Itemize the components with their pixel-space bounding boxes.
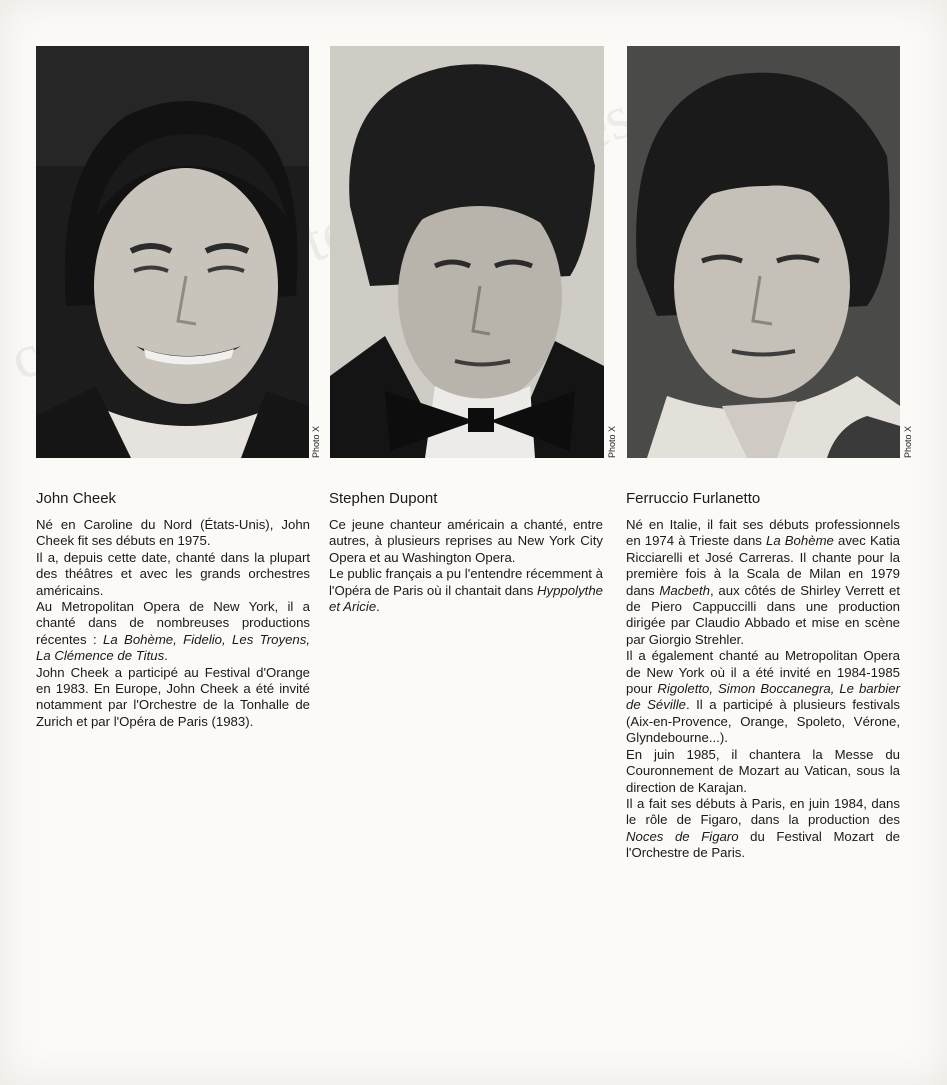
bio-paragraph — [36, 517, 310, 550]
text-run: John Cheek a participé au Festival d'Orange en 1983. En Europe, John Cheek a été invité notamment par l'Orchestre de la Tonhalle de Zurich et par l'Opéra de Paris (1983). — [36, 664, 310, 729]
portrait-ferruccio-furlanetto-image — [627, 46, 900, 458]
photo-credit-1: Photo X — [311, 425, 321, 458]
text-run: Ce jeune chanteur américain a chanté, entre autres, à plusieurs reprises au New York City Opera et au Washington Opera. — [329, 517, 603, 565]
text-run: du Festival Mozart de l'Orchestre de Paris. — [626, 828, 900, 861]
bio-paragraph — [626, 517, 900, 648]
text-run: avec Katia Ricciarelli et José Carreras. Il chante pour la première fois à la Scala de Milan en 1979 dans — [626, 533, 900, 598]
text-run: Né en Caroline du Nord (États-Unis), John Cheek fit ses débuts en 1975. — [36, 517, 310, 549]
bio-paragraph — [329, 566, 603, 615]
bio-paragraph — [36, 599, 310, 665]
artist-name: Ferruccio Furlanetto — [626, 490, 761, 507]
work-title: Macbeth — [659, 582, 710, 598]
text-run: . — [376, 599, 380, 615]
text-run: , aux côtés de Shirley Verrett et de Piero Cappuccilli dans une production dirigée par Claudio Abbado et mise en scène par Giorgio Strehler. — [626, 582, 900, 647]
text-run: . Il a participé à plusieurs festivals (Aix-en-Provence, Orange, Spoleto, Vérone, Glyndebourne...). — [626, 697, 901, 746]
bio-john-cheek — [36, 489, 310, 730]
text-run: Il a fait ses débuts à Paris, en juin 1984, dans le rôle de Figaro, dans la production des — [626, 795, 900, 828]
portrait-john-cheek-image — [36, 46, 309, 458]
portrait-ferruccio-furlanetto — [627, 46, 900, 458]
bio-text — [329, 517, 603, 615]
artist-name: Stephen Dupont — [329, 490, 438, 507]
text-run: Il a, depuis cette date, chanté dans la plupart des théâtres et avec les grands orchestres américains. — [36, 549, 310, 598]
bio-text — [626, 517, 900, 862]
portrait-stephen-dupont — [330, 46, 604, 458]
bio-paragraph — [36, 550, 310, 599]
text-run: Le public français a pu l'entendre récemment à l'Opéra de Paris où il chantait dans — [329, 566, 603, 598]
work-title: La Bohème, Fidelio, Les Troyens, La Clémence de Titus — [36, 631, 310, 664]
portrait-stephen-dupont-image — [330, 46, 604, 458]
text-run: En juin 1985, il chantera la Messe du Couronnement de Mozart au Vatican, sous la direction de Karajan. — [626, 746, 900, 795]
portrait-john-cheek — [36, 46, 309, 458]
work-title: La Bohème — [766, 533, 834, 549]
photo-credit-3: Photo X — [903, 425, 913, 458]
bio-paragraph — [36, 665, 310, 731]
work-title: Noces de Figaro — [626, 828, 739, 844]
bio-paragraph — [329, 517, 603, 566]
artist-name: John Cheek — [36, 490, 117, 507]
bio-paragraph — [626, 796, 900, 862]
work-title: Rigoletto, Simon Boccanegra, Le barbier de Séville — [626, 681, 900, 713]
photo-credit-2: Photo X — [607, 425, 617, 458]
bio-paragraph — [626, 747, 900, 796]
bio-paragraph — [626, 648, 900, 746]
bio-stephen-dupont — [329, 489, 603, 615]
work-title: Hyppolythe et Aricie — [329, 582, 603, 615]
text-run: . — [164, 648, 168, 664]
bio-ferruccio-furlanetto — [626, 489, 900, 862]
text-run: Né en Italie, il fait ses débuts professionnels en 1974 à Trieste dans — [626, 517, 900, 549]
text-run: Il a également chanté au Metropolitan Opera de New York où il a été invité en 1984-1985 pour — [626, 648, 900, 697]
text-run: Au Metropolitan Opera de New York, il a chanté dans de nombreuses productions récentes : — [36, 599, 310, 647]
bio-text — [36, 517, 310, 730]
